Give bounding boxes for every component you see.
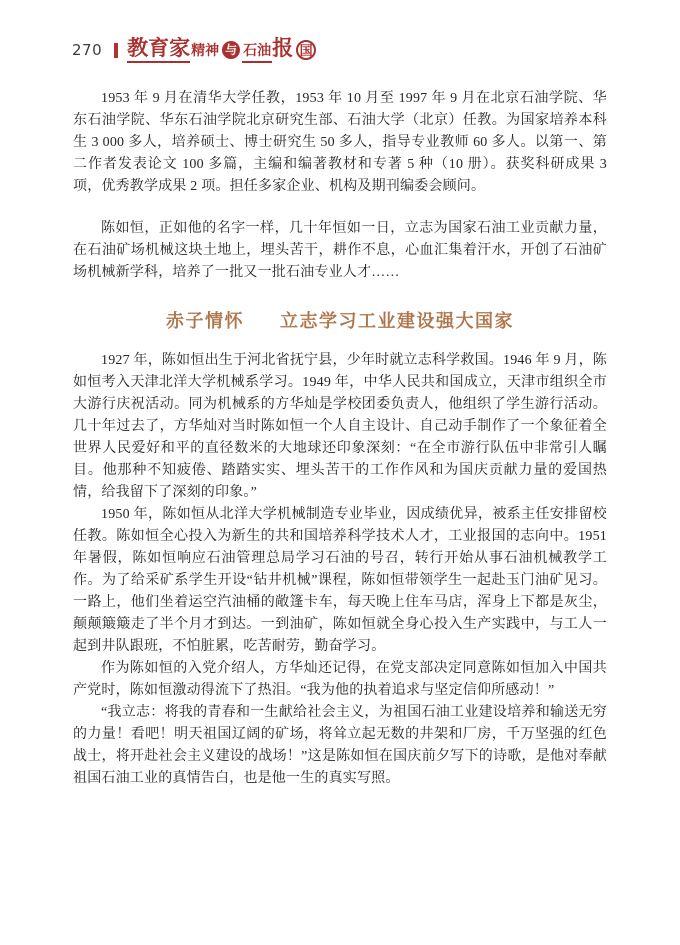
section-heading-part1: 赤子情怀 bbox=[166, 311, 244, 331]
page-number: 270 bbox=[72, 41, 103, 59]
logo-text-bao: 报 bbox=[272, 35, 294, 60]
page-content bbox=[73, 88, 607, 790]
paragraph-2: 1950 年，陈如恒从北洋大学机械制造专业毕业，因成绩优异，被系主任安排留校任教。陈如恒全心投入为新生的共和国培养科学技术人才，工业报国的志向中。1951 年暑假，陈如恒响应石油管理总局学习石油的号召，转行开始从事石油机械教学工作。为了给采矿系学生开设“钻井机械”课程，陈如恒带领学生一起赴玉门油矿见习。一路上，他们坐着运空汽油桶的敞篷卡车，每天晚上住车马店，浑身上下都是灰尘，颠颠簸簸走了半个月才到达。一到油矿，陈如恒就全身心投入生产实践中，与工人一起到井队跟班，不怕脏累，吃苦耐劳，勤奋学习。 bbox=[73, 507, 607, 654]
section-heading bbox=[73, 308, 607, 334]
header-divider-bar bbox=[114, 43, 118, 58]
paragraph-bio: 1953 年 9 月在清华大学任教，1953 年 10 月至 1997 年 9 月在北京石油学院、华东石油学院、华东石油学院北京研究生部、石油大学（北京）任教。为国家培养本科生 3 000 多人，培养硕士、博士研究生 50 多人，指导专业教师 60 多人。以第一、第二作者发表论文 100 多篇，主编和编著教材和专著 5 种（10 册）。获奖科研成果 3 项，优秀教学成果 2 项。担任多家企业、机构及期刊编委会顾问。 bbox=[73, 91, 607, 194]
page-header bbox=[72, 34, 608, 66]
paragraph-1: 1927 年，陈如恒出生于河北省抚宁县，少年时就立志科学救国。1946 年 9 月，陈如恒考入天津北洋大学机械系学习。1949 年，中华人民共和国成立，天津市组织全市大游行庆祝活动。同为机械系的方华灿是学校团委负责人，他组织了学生游行活动。几十年过去了，方华灿对当时陈如恒一个人自主设计、自己动手制作了一个象征着全世界人民爱好和平的直径数米的大地球还印象深刻：“在全市游行队伍中非常引人瞩目。他那种不知疲倦、踏踏实实、埋头苦干的工作作风和为国庆贡献力量的爱国热情，给我留下了深刻的印象。” bbox=[73, 353, 607, 500]
logo-text-jingshen: 精神 bbox=[191, 43, 220, 59]
logo-ring-guo-icon: 国 bbox=[296, 40, 316, 60]
paragraph-intro: 陈如恒，正如他的名字一样，几十年恒如一日，立志为国家石油工业贡献力量，在石油矿场机械这块土地上，埋头苦干，耕作不息，心血汇集着汗水，开创了石油矿场机械新学科，培养了一批又一批石油专业人才…… bbox=[73, 221, 607, 280]
logo-text-jiaoyujia: 教育家 bbox=[127, 38, 190, 63]
paragraph-4: “我立志：将我的青春和一生献给社会主义，为祖国石油工业建设培养和输送无穷的力量！看吧！明天祖国辽阔的矿场，将耸立起无数的井架和厂房，千万坚强的红色战士，将开赴社会主义建设的战场！”这是陈如恒在国庆前夕写下的诗歌，是他对奉献祖国石油工业的真情告白，也是他一生的真实写照。 bbox=[73, 705, 607, 786]
section-heading-part2: 立志学习工业建设强大国家 bbox=[280, 311, 514, 331]
brand-logo bbox=[127, 35, 316, 63]
paragraph-3: 作为陈如恒的入党介绍人，方华灿还记得，在党支部决定同意陈如恒加入中国共产党时，陈如恒激动得流下了热泪。“我为他的执着追求与坚定信仰所感动！” bbox=[73, 661, 607, 698]
logo-text-shiyou: 石油 bbox=[242, 45, 272, 63]
logo-circle-yu-icon: 与 bbox=[222, 41, 240, 59]
